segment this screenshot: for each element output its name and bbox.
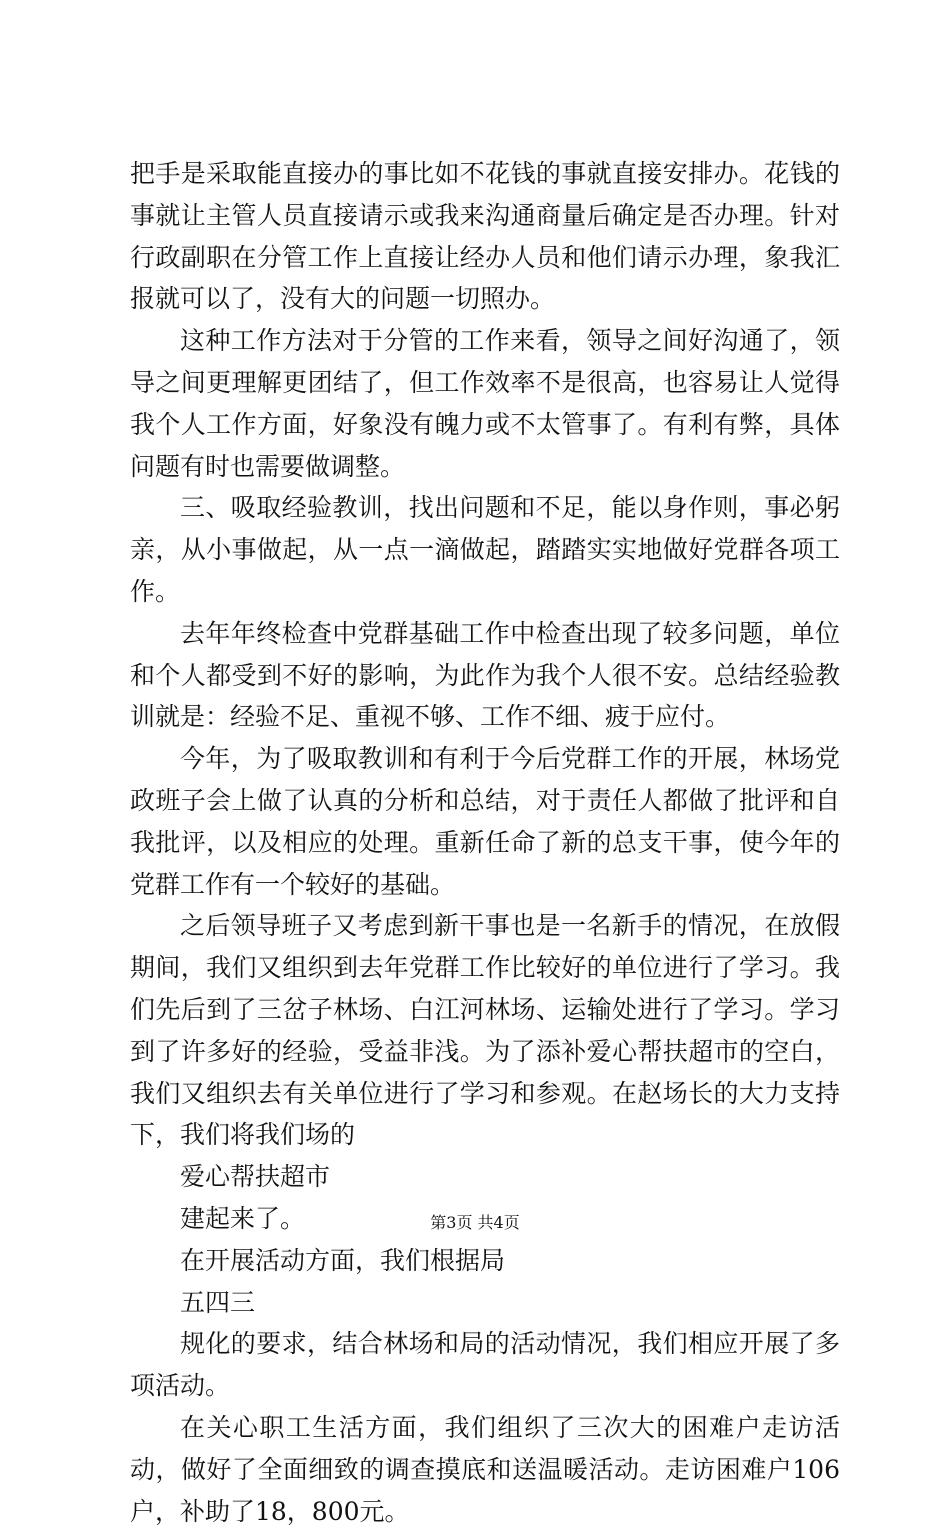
paragraph-12: 在关心职工生活方面，我们组织了三次大的困难户走访活动，做好了全面细致的调查摸底和送温暖活动。走访困难户106户，补助了18，800元。 xyxy=(130,1412,840,1526)
paragraph-7: 爱心帮扶超市 xyxy=(180,1162,331,1192)
page-number-footer: 第3页 共4页 xyxy=(430,1213,520,1232)
paragraph-2: 这种工作方法对于分管的工作来看，领导之间好沟通了，领导之间更理解更团结了，但工作效率不是很高，也容易让人觉得我个人工作方面，好象没有魄力或不太管事了。有利有弊，具体问题有时也需要做调整。 xyxy=(130,326,840,481)
document-body xyxy=(130,153,840,1532)
paragraph-4: 去年年终检查中党群基础工作中检查出现了较多问题，单位和个人都受到不好的影响，为此作为我个人很不安。总结经验教训就是：经验不足、重视不够、工作不细、疲于应付。 xyxy=(130,618,840,732)
paragraph-1: 把手是采取能直接办的事比如不花钱的事就直接安排办。花钱的事就让主管人员直接请示或我来沟通商量后确定是否办理。针对行政副职在分管工作上直接让经办人员和他们请示办理，象我汇报就可以了，没有大的问题一切照办。 xyxy=(130,159,840,314)
paragraph-9: 在开展活动方面，我们根据局 xyxy=(180,1245,506,1275)
paragraph-8: 建起来了。 xyxy=(180,1203,306,1233)
paragraph-10: 五四三 xyxy=(180,1287,256,1317)
paragraph-11: 规化的要求，结合林场和局的活动情况，我们相应开展了多项活动。 xyxy=(130,1329,840,1401)
paragraph-5: 今年，为了吸取教训和有利于今后党群工作的开展，林场党政班子会上做了认真的分析和总结，对于责任人都做了批评和自我批评，以及相应的处理。重新任命了新的总支干事，使今年的党群工作有一个较好的基础。 xyxy=(130,744,840,899)
paragraph-6: 之后领导班子又考虑到新干事也是一名新手的情况，在放假期间，我们又组织到去年党群工作比较好的单位进行了学习。我们先后到了三岔子林场、白江河林场、运输处进行了学习。学习到了许多好的经验，受益非浅。为了添补爱心帮扶超市的空白，我们又组织去有关单位进行了学习和参观。在赵场长的大力支持下，我们将我们场的 xyxy=(130,911,840,1150)
paragraph-3: 三、吸取经验教训，找出问题和不足，能以身作则，事必躬亲，从小事做起，从一点一滴做起，踏踏实实地做好党群各项工作。 xyxy=(130,493,840,606)
